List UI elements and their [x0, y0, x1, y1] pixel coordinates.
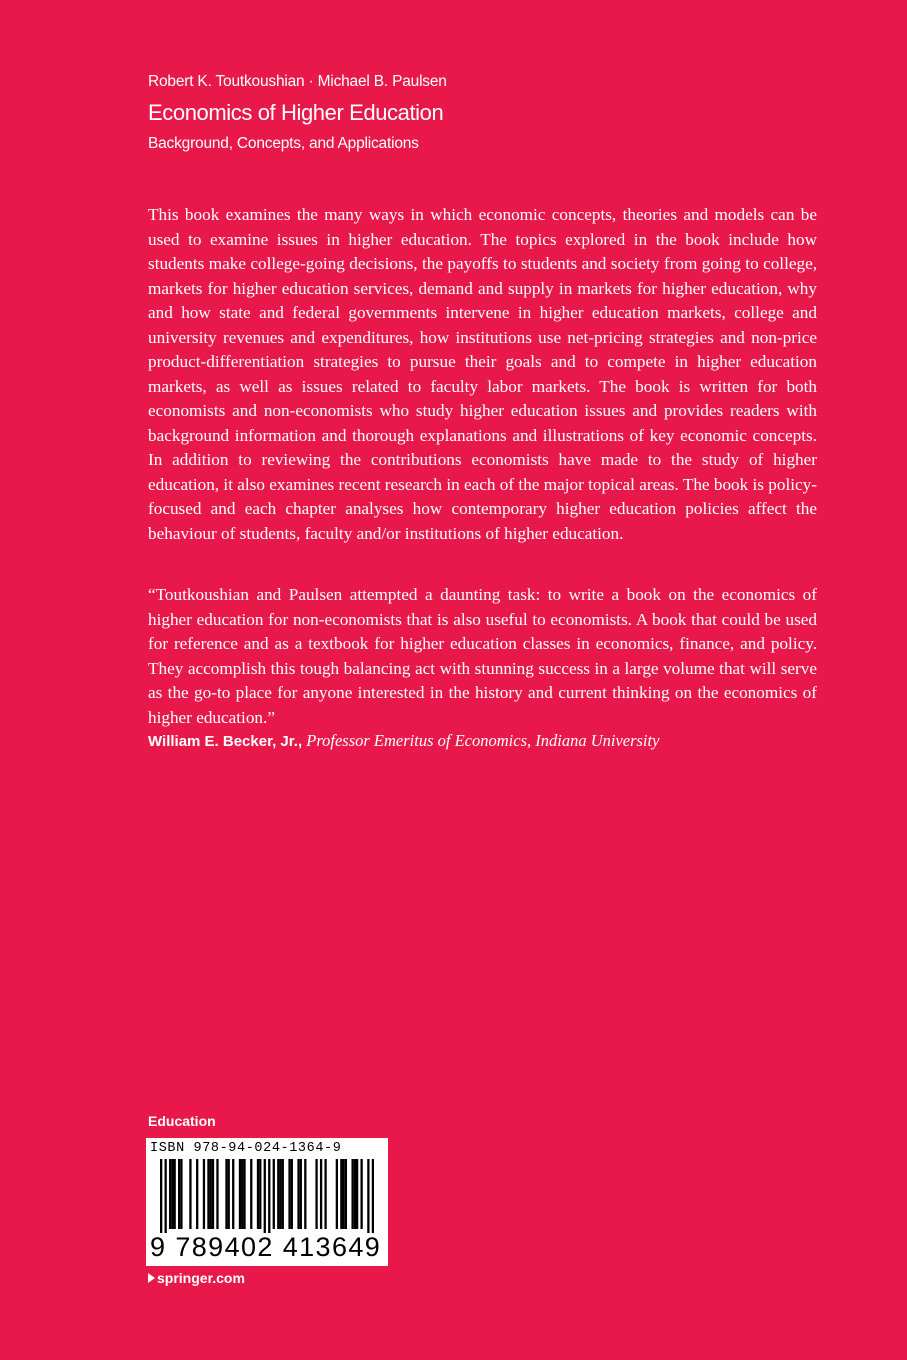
barcode-bar — [273, 1159, 275, 1229]
barcode-bar — [279, 1159, 281, 1229]
barcode-bar — [304, 1159, 306, 1229]
book-subtitle: Background, Concepts, and Applications — [148, 135, 419, 152]
barcode-bar — [342, 1159, 344, 1229]
publisher-url: springer.com — [157, 1270, 245, 1286]
ean-digits: 9 789402 413649 — [150, 1232, 382, 1262]
barcode-bar — [351, 1159, 353, 1229]
barcode-bar — [340, 1159, 342, 1229]
barcode-bar — [232, 1159, 234, 1229]
barcode-bar — [169, 1159, 171, 1229]
barcode-bar — [336, 1159, 338, 1229]
barcode-bars — [160, 1159, 374, 1233]
barcode-bar — [171, 1159, 173, 1229]
barcode-bar — [354, 1159, 356, 1229]
barcode-bar — [160, 1159, 162, 1233]
barcode-bar — [300, 1159, 302, 1229]
barcode-bar — [259, 1159, 261, 1229]
triangle-right-icon — [148, 1273, 155, 1283]
barcode-bar — [212, 1159, 214, 1229]
barcode-bar — [297, 1159, 299, 1229]
barcode-bar — [216, 1159, 218, 1229]
barcode-bar — [196, 1159, 198, 1229]
barcode-bar — [228, 1159, 230, 1229]
book-title: Economics of Higher Education — [148, 100, 444, 125]
barcode-bar — [239, 1159, 241, 1229]
barcode-bar — [360, 1159, 362, 1229]
barcode-bar — [225, 1159, 227, 1229]
barcode-bar — [207, 1159, 209, 1229]
book-description: This book examines the many ways in which economic concepts, theories and models can be used to examine issues in higher education. The topics explored in the book include how students make college-going decisions, the payoffs to students and society from going to college, markets for higher education services, demand and supply in markets for higher education, why and how state and federal governments intervene in higher education markets, college and university revenues and expenditures, how institutions use net-pricing strategies and non-price product-differentiation strategies to pursue their goals and to compete in higher education markets, as well as issues related to faculty labor markets. The book is written for both economists and non-economists who study higher education issues and provides readers with background information and thorough explanations and illustrations of key economic concepts. In addition to reviewing the contributions economists have made to the study of higher education, it also examines recent research in each of the major topical areas. The book is policy-focused and each chapter analyses how contemporary higher education policies affect the behaviour of students, faculty and/or institutions of higher education. — [148, 205, 817, 543]
publisher-link[interactable] — [148, 1270, 245, 1286]
barcode-bar — [165, 1159, 167, 1233]
barcode-bar — [367, 1159, 369, 1233]
barcode-bar — [324, 1159, 326, 1229]
barcode-bar — [282, 1159, 284, 1229]
category-label: Education — [148, 1113, 216, 1129]
barcode-bar — [241, 1159, 243, 1229]
barcode-bar — [174, 1159, 176, 1229]
isbn-barcode — [146, 1138, 388, 1266]
barcode-bar — [315, 1159, 317, 1229]
barcode-bar — [178, 1159, 180, 1229]
barcode-bar — [180, 1159, 182, 1229]
book-authors: Robert K. Toutkoushian · Michael B. Paulsen — [148, 73, 447, 90]
endorser-name: William E. Becker, Jr., — [148, 733, 303, 750]
barcode-bar — [257, 1159, 259, 1229]
endorser-role: Professor Emeritus of Economics, Indiana University — [306, 731, 660, 750]
barcode-bar — [268, 1159, 270, 1233]
barcode-bar — [291, 1159, 293, 1229]
barcode-bar — [264, 1159, 266, 1233]
barcode-bar — [372, 1159, 374, 1233]
barcode-bar — [189, 1159, 191, 1229]
endorsement-quote: “Toutkoushian and Paulsen attempted a daunting task: to write a book on the economics of higher education for non-economists that is also useful to economists. A book that could be used for reference and as a textbook for higher education classes in economics, finance, and policy. They accomplish this tough balancing act with stunning success in a large volume that will serve as the go-to place for anyone interested in the history and current thinking on the economics of higher education.” — [148, 585, 817, 727]
barcode-bar — [356, 1159, 358, 1229]
barcode-bar — [320, 1159, 322, 1229]
isbn-label: ISBN 978-94-024-1364-9 — [150, 1141, 342, 1156]
endorsement-attribution — [148, 731, 659, 751]
barcode-bar — [288, 1159, 290, 1229]
barcode-bar — [277, 1159, 279, 1229]
barcode-bar — [210, 1159, 212, 1229]
barcode-bar — [203, 1159, 205, 1229]
barcode-bar — [250, 1159, 252, 1229]
barcode-bar — [243, 1159, 245, 1229]
barcode-bar — [345, 1159, 347, 1229]
